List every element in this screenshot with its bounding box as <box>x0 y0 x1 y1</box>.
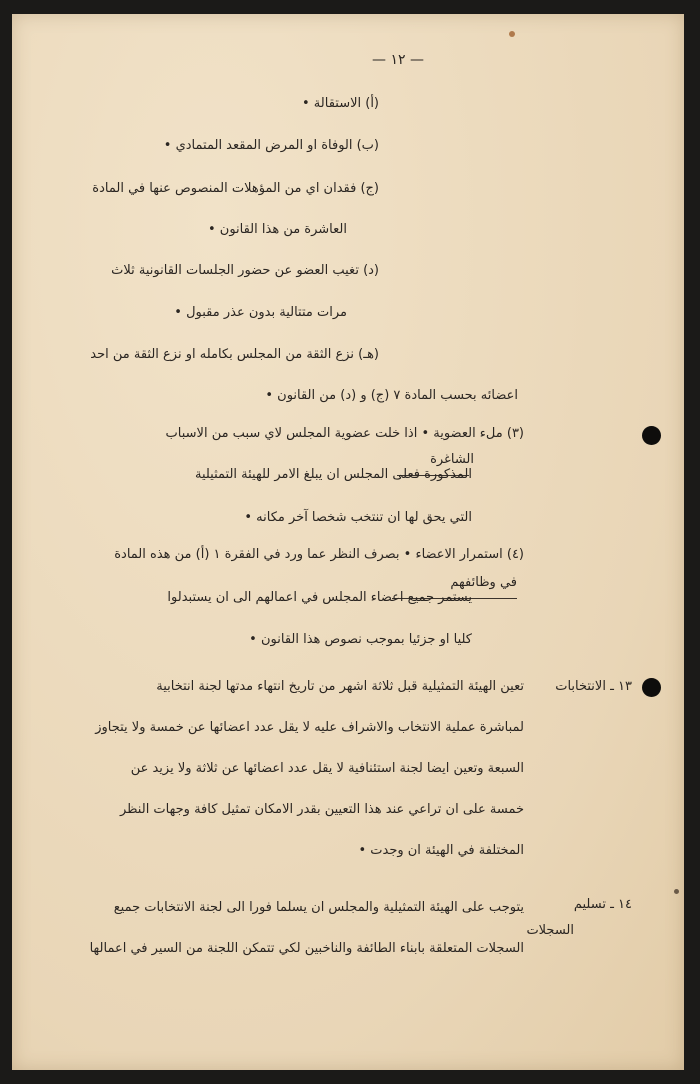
stain-mark <box>509 31 515 37</box>
text-line: يستمر جميع اعضاء المجلس في اعمالهم الى ان يستبدلوا <box>167 590 472 605</box>
text-line: المختلفة في الهيئة ان وجدت • <box>358 843 524 858</box>
text-line: يتوجب على الهيئة التمثيلية والمجلس ان يسلما فورا الى لجنة الانتخابات جميع <box>113 900 524 915</box>
text-line: لمباشرة عملية الانتخاب والاشراف عليه لا يقل عدد اعضائها عن خمسة ولا يتجاوز <box>95 720 524 735</box>
text-line: خمسة على ان تراعي عند هذا التعيين بقدر الامكان تمثيل كافة وجهات النظر <box>119 802 524 817</box>
punch-hole <box>642 678 661 697</box>
text-line: العاشرة من هذا القانون • <box>207 222 347 237</box>
section-heading: ١٤ ـ تسليم <box>573 897 632 912</box>
text-line: (ب) الوفاة او المرض المقعد المتمادي • <box>163 138 379 153</box>
text-line: اعضائه بحسب المادة ٧ (ج) و (د) من القانون • <box>265 388 518 403</box>
punch-hole <box>642 426 661 445</box>
stain-mark <box>674 889 679 894</box>
page-number: — ١٢ — <box>372 52 424 68</box>
text-line: (أ) الاستقالة • <box>302 96 379 111</box>
text-line: المذكورة فعلى المجلس ان يبلغ الامر للهيئة التمثيلية <box>194 467 472 482</box>
text-line: كليا او جزئيا بموجب نصوص هذا القانون • <box>249 632 472 647</box>
text-line: (٣) ملء العضوية • اذا خلت عضوية المجلس لاي سبب من الاسباب <box>165 426 524 441</box>
section-heading: السجلات <box>526 923 574 938</box>
text-line: (ج) فقدان اي من المؤهلات المنصوص عنها في المادة <box>92 181 379 196</box>
text-line: السبعة وتعين ايضا لجنة استئنافية لا يقل عدد اعضائها عن ثلاثة ولا يزيد عن <box>130 761 524 776</box>
text-line: (٤) استمرار الاعضاء • بصرف النظر عما ورد في الفقرة ١ (أ) من هذه المادة <box>114 547 524 562</box>
text-line: (هـ) نزع الثقة من المجلس بكامله او نزع الثقة من احد <box>90 347 379 362</box>
text-line: (د) تغيب العضو عن حضور الجلسات القانونية ثلاث <box>111 263 379 278</box>
margin-heading: في وظائفهم <box>450 575 517 590</box>
text-line: تعين الهيئة التمثيلية قبل ثلاثة اشهر من تاريخ انتهاء مدتها لجنة انتخابية <box>156 679 524 694</box>
text-line: السجلات المتعلقة بابناء الطائفة والناخبين لكي تتمكن اللجنة من السير في اعمالها <box>89 941 524 956</box>
margin-heading: الشاغرة <box>430 452 474 467</box>
text-line: مرات متتالية بدون عذر مقبول • <box>174 305 347 320</box>
document-page <box>12 14 684 1070</box>
text-line: التي يحق لها ان تنتخب شخصا آخر مكانه • <box>244 510 472 525</box>
section-heading: ١٣ ـ الانتخابات <box>555 679 632 694</box>
